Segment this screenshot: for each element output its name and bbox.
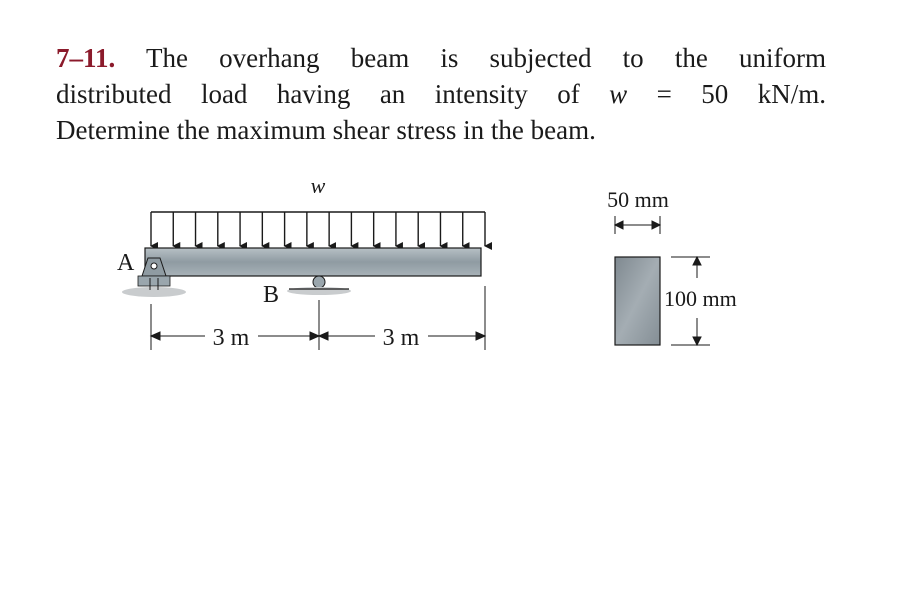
problem-line-1-text: The overhang beam is subjected to the uniform — [145, 43, 826, 73]
roller-support-b — [287, 276, 351, 295]
load-value: = 50 kN/m. — [656, 79, 827, 109]
load-variable: w — [609, 79, 628, 109]
width-dimension — [615, 216, 660, 234]
problem-number: 7–11. — [56, 43, 116, 73]
load-arrows — [151, 212, 485, 246]
problem-line-3: Determine the maximum shear stress in the beam. — [56, 115, 596, 145]
span-1-label: 3 m — [212, 325, 250, 351]
support-b-label: B — [263, 282, 280, 308]
problem-line-2-pre: distributed load having an intensity of — [56, 79, 580, 109]
load-label: w — [310, 173, 326, 198]
cross-section — [615, 257, 660, 345]
span-dimensions — [151, 286, 485, 350]
width-label: 50 mm — [607, 187, 669, 212]
span-2-label: 3 m — [382, 325, 420, 351]
distributed-load — [151, 212, 485, 246]
beam — [145, 248, 481, 276]
height-label: 100 mm — [664, 286, 737, 311]
support-a-label: A — [117, 250, 135, 276]
